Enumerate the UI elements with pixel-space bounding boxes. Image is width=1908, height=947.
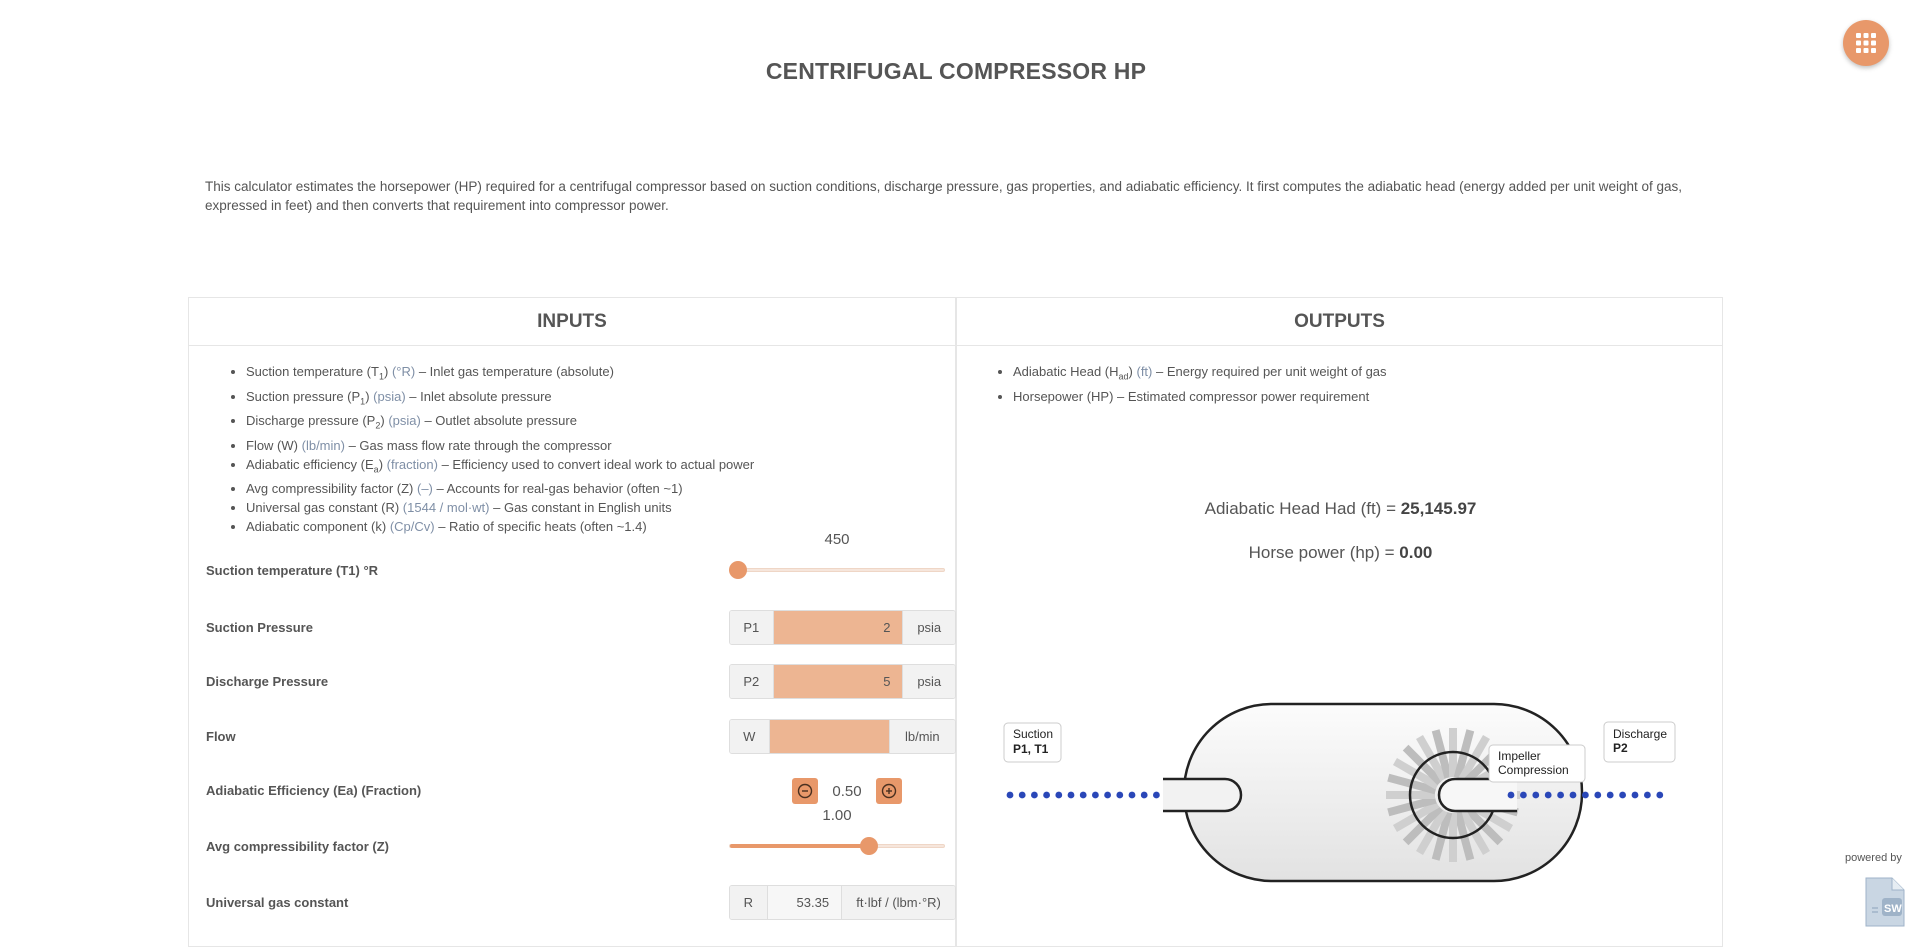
- adiabatic-head-value: 25,145.97: [1400, 499, 1477, 518]
- flow-dot: [1080, 792, 1087, 799]
- svg-text:SW: SW: [1884, 903, 1902, 915]
- compressibility-label: Avg compressibility factor (Z): [206, 839, 389, 854]
- slider-track[interactable]: [729, 844, 945, 848]
- flow-dot: [1031, 792, 1038, 799]
- suction-label-box: [1004, 723, 1061, 762]
- flow-input[interactable]: [770, 720, 889, 753]
- adiabatic-head-label: Adiabatic Head Had (ft) =: [1204, 499, 1401, 518]
- flow-dot: [1141, 792, 1148, 799]
- suction-pressure-input[interactable]: 2: [774, 611, 903, 644]
- slider-thumb[interactable]: [860, 837, 878, 855]
- impeller-label: Impeller: [1498, 749, 1541, 763]
- flow-dot: [1019, 792, 1026, 799]
- outputs-header: OUTPUTS: [957, 298, 1722, 346]
- compressibility-slider[interactable]: [729, 807, 945, 863]
- gas-constant-prefix: R: [730, 886, 768, 919]
- suction-temperature-slider[interactable]: [729, 531, 945, 587]
- discharge-pressure-row: [206, 662, 940, 702]
- compressor-diagram: [957, 298, 1724, 939]
- flow-label: Flow: [206, 729, 236, 744]
- flow-dot: [1582, 792, 1589, 799]
- suction-pressure-row: [206, 608, 940, 648]
- inputs-header: INPUTS: [189, 298, 955, 346]
- grid-menu-icon: [1855, 32, 1877, 54]
- horsepower-value: 0.00: [1399, 543, 1433, 562]
- flow-dot: [1619, 792, 1626, 799]
- inputs-item: • Suction pressure $(P_1)$ (psia) – Inlet absolute pressure: [246, 387, 955, 412]
- inputs-item: • Discharge pressure $(P_2)$ (psia) – Outlet absolute pressure: [246, 411, 955, 436]
- page-title: CENTRIFUGAL COMPRESSOR HP: [765, 58, 1147, 84]
- flow-dot: [1545, 792, 1552, 799]
- inlet-nozzle: [1163, 779, 1241, 811]
- flow-dot: [1043, 792, 1050, 799]
- efficiency-row: [206, 771, 940, 811]
- flow-dot: [1007, 792, 1014, 799]
- flow-dot: [1532, 792, 1539, 799]
- sw-logo-icon[interactable]: [1864, 876, 1906, 928]
- slider-thumb[interactable]: [729, 561, 747, 579]
- suction-flow-dots: [1007, 792, 1160, 799]
- gas-constant-label: Universal gas constant: [206, 895, 349, 910]
- compressibility-value: 1.00: [822, 807, 852, 824]
- inputs-item: • Suction temperature $(T_1)$ (°R) – Inlet gas temperature (absolute): [246, 362, 955, 387]
- flow-prefix: W: [730, 720, 770, 753]
- flow-dot: [1656, 792, 1663, 799]
- powered-by-text: powered by: [1845, 852, 1902, 864]
- discharge-pressure-prefix: P2: [730, 665, 774, 698]
- impeller-label-box: [1489, 745, 1585, 782]
- suction-pressure-unit: psia: [902, 611, 955, 644]
- outlet-tube: [1439, 779, 1517, 811]
- flow-dot: [1153, 792, 1160, 799]
- inputs-item: • Avg compressibility factor (Z) (–) – Accounts for real-gas behavior (often ~1): [246, 479, 955, 498]
- discharge-pressure-unit: psia: [902, 665, 955, 698]
- gas-constant-input[interactable]: 53.35: [768, 886, 841, 919]
- discharge-pressure-label: Discharge Pressure: [206, 674, 329, 689]
- inputs-description-list: [189, 362, 955, 536]
- outputs-panel: [956, 297, 1723, 947]
- flow-dot: [1508, 792, 1515, 799]
- efficiency-value: 0.50: [832, 782, 862, 800]
- suction-temperature-value: 450: [824, 531, 850, 548]
- outputs-item: • Adiabatic Head $(H_{ad})$ (ft) – Energy required per unit weight of gas: [1013, 362, 1722, 387]
- inputs-item: • Adiabatic component (k) (Cp/Cv) – Ratio of specific heats (often ~1.4): [246, 517, 955, 536]
- flow-dot: [1055, 792, 1062, 799]
- flow-dot: [1092, 792, 1099, 799]
- inputs-item: • Adiabatic efficiency $(E_a)$ (fraction) – Efficiency used to convert ideal work to actual power: [246, 455, 955, 480]
- flow-dot: [1557, 792, 1564, 799]
- flow-row: [206, 717, 940, 757]
- slider-fill: [730, 844, 870, 848]
- increment-button[interactable]: [876, 778, 902, 804]
- suction-pressure-input-group: [729, 610, 956, 645]
- suction-vars: P1, T1: [1013, 742, 1049, 756]
- suction-temperature-label: Suction temperature (T1) °R: [206, 563, 379, 578]
- flow-dot: [1129, 792, 1136, 799]
- flow-dot: [1632, 792, 1639, 799]
- horsepower-label: Horse power (hp) =: [1248, 543, 1400, 562]
- suction-temperature-row: [206, 531, 940, 591]
- flow-dot: [1607, 792, 1614, 799]
- minus-circle-icon: [797, 783, 813, 799]
- flow-dot: [1594, 792, 1601, 799]
- inputs-item: • Universal gas constant (R) (1544 / mol·wt) – Gas constant in English units: [246, 498, 955, 517]
- plus-circle-icon: [881, 783, 897, 799]
- gas-constant-input-group: [729, 885, 956, 920]
- discharge-vars: P2: [1613, 741, 1628, 755]
- discharge-pressure-input-group: [729, 664, 956, 699]
- inputs-panel: [188, 297, 956, 947]
- flow-dot: [1116, 792, 1123, 799]
- slider-track[interactable]: [729, 568, 945, 572]
- decrement-button[interactable]: [792, 778, 818, 804]
- efficiency-stepper: [792, 778, 902, 804]
- flow-dot: [1520, 792, 1527, 799]
- outputs-item: • Horsepower (HP) – Estimated compressor power requirement: [1013, 387, 1722, 407]
- discharge-pressure-input[interactable]: 5: [774, 665, 903, 698]
- intro-text: This calculator estimates the horsepower (HP) required for a centrifugal compressor based on suction conditions, discharge pressure, gas properties, and adiabatic efficiency. It first computes the adiabatic head (energy added per unit weight of gas, expressed in feet) and then converts that requirement into compressor power.: [205, 179, 1683, 213]
- flow-unit: lb/min: [889, 720, 955, 753]
- flow-dot: [1068, 792, 1075, 799]
- suction-pressure-prefix: P1: [730, 611, 774, 644]
- compressibility-row: [206, 807, 940, 867]
- flow-input-group: [729, 719, 956, 754]
- flow-dot: [1570, 792, 1577, 799]
- suction-label: Suction: [1013, 727, 1054, 741]
- discharge-label: Discharge: [1613, 727, 1668, 741]
- flow-dot: [1644, 792, 1651, 799]
- discharge-label-box: [1604, 722, 1675, 762]
- gas-constant-unit: ft·lbf / (lbm·°R): [841, 886, 955, 919]
- gas-constant-row: [206, 883, 940, 923]
- flow-dot: [1104, 792, 1111, 799]
- efficiency-label: Adiabatic Efficiency (Ea) (Fraction): [206, 783, 422, 798]
- suction-pressure-label: Suction Pressure: [206, 620, 313, 635]
- inputs-item: • Flow (W) (lb/min) – Gas mass flow rate through the compressor: [246, 436, 955, 455]
- compression-label: Compression: [1498, 763, 1569, 777]
